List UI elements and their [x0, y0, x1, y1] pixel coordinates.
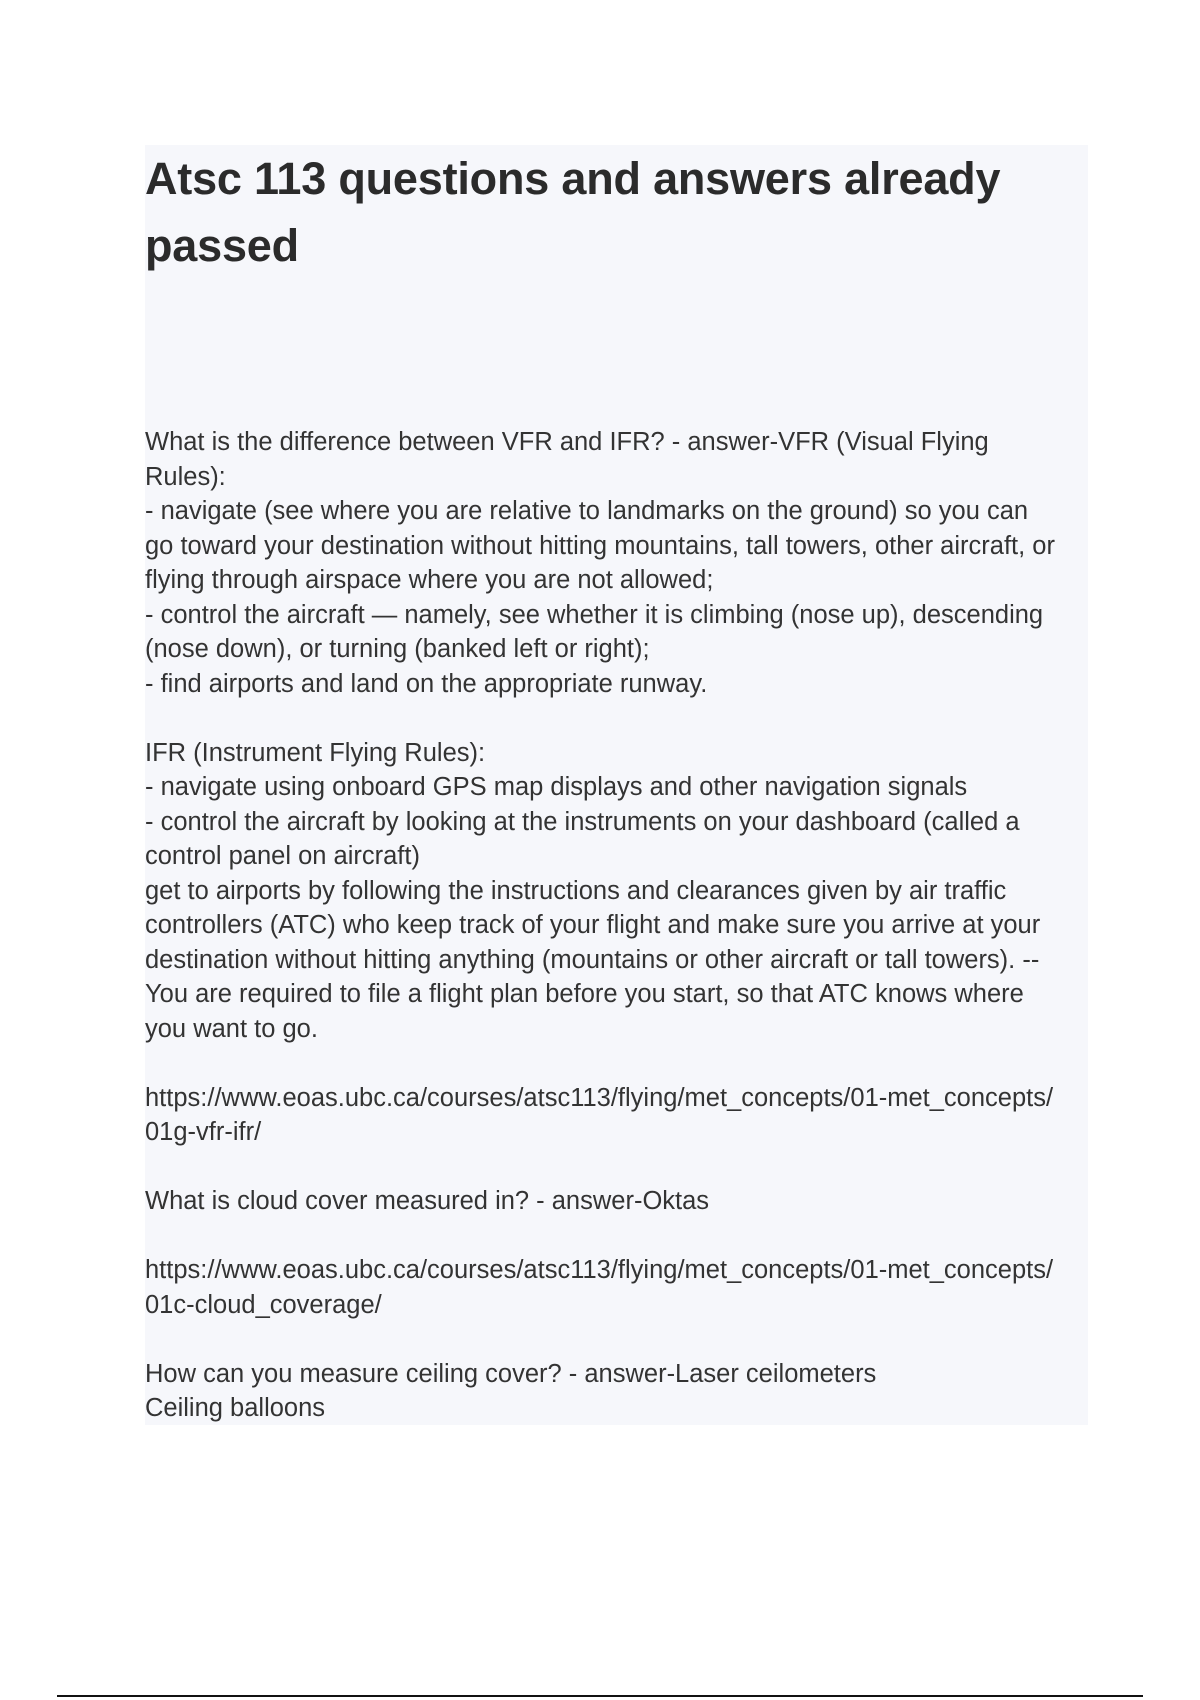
body-line: What is the difference between VFR and IFR? - answer-VFR (Visual Flying	[145, 428, 989, 456]
body-line: - control the aircraft — namely, see whether it is climbing (nose up), descending	[145, 600, 1044, 629]
body-line: How can you measure ceiling cover? - answer-Laser ceilometers	[145, 1359, 877, 1388]
body-line: you want to go.	[145, 1014, 318, 1043]
reference-link-line: https://www.eoas.ubc.ca/courses/atsc113/flying/met_concepts/01-met_concepts/	[145, 1083, 1054, 1112]
document-body	[145, 425, 1088, 1426]
body-line: IFR (Instrument Flying Rules):	[145, 738, 486, 767]
body-line: flying through airspace where you are not allowed;	[145, 566, 714, 594]
title-line: Atsc 113 questions and answers already	[145, 153, 1001, 204]
paragraph-gap	[145, 1322, 1088, 1357]
body-line: - find airports and land on the appropriate runway.	[145, 669, 708, 698]
body-line: controllers (ATC) who keep track of your flight and make sure you arrive at your	[145, 911, 1041, 939]
body-line: (nose down), or turning (banked left or right);	[145, 635, 650, 663]
body-line: - control the aircraft by looking at the instruments on your dashboard (called a	[145, 807, 1020, 836]
body-line: control panel on aircraft)	[145, 842, 420, 870]
paragraph-gap	[145, 1046, 1088, 1081]
paragraph-gap	[145, 701, 1088, 736]
body-line: Rules):	[145, 462, 226, 491]
body-line: - navigate (see where you are relative to landmarks on the ground) so you can	[145, 497, 1029, 525]
reference-link-line: 01g-vfr-ifr/	[145, 1118, 262, 1146]
body-line: You are required to file a flight plan before you start, so that ATC knows where	[145, 980, 1024, 1008]
title-line: passed	[145, 220, 299, 271]
body-line: get to airports by following the instructions and clearances given by air traffic	[145, 876, 1007, 905]
body-line: Ceiling balloons	[145, 1394, 326, 1422]
reference-link-line: https://www.eoas.ubc.ca/courses/atsc113/flying/met_concepts/01-met_concepts/	[145, 1256, 1054, 1284]
paragraph-gap	[145, 1150, 1088, 1185]
paragraph-gap	[145, 1219, 1088, 1254]
document-page	[145, 145, 1088, 1425]
body-line: go toward your destination without hitting mountains, tall towers, other aircraft, or	[145, 531, 1055, 560]
body-line: destination without hitting anything (mountains or other aircraft or tall towers). --	[145, 945, 1040, 974]
page-bottom-divider	[57, 1695, 1143, 1697]
body-line: - navigate using onboard GPS map displays and other navigation signals	[145, 773, 968, 801]
document-title	[145, 145, 1088, 279]
body-line: What is cloud cover measured in? - answer-Oktas	[145, 1187, 710, 1215]
reference-link-line: 01c-cloud_coverage/	[145, 1290, 382, 1319]
